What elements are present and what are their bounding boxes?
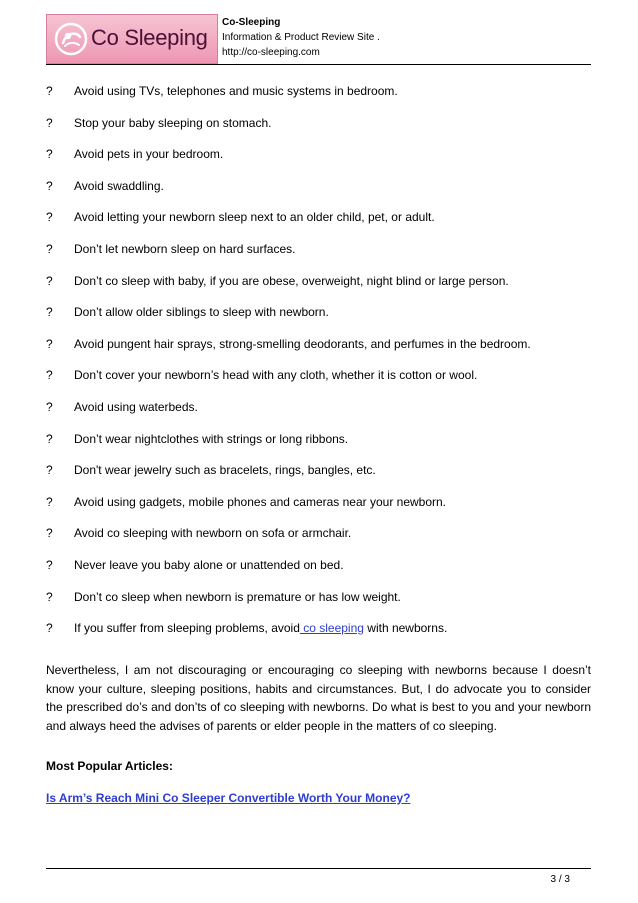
- bullet-marker: ?: [46, 336, 53, 351]
- site-url: http://co-sleeping.com: [222, 47, 320, 58]
- list-item: [46, 431, 591, 463]
- logo-text: Co Sleeping: [91, 25, 208, 50]
- popular-articles-heading: Most Popular Articles:: [46, 759, 173, 773]
- list-item-text: Don’t let newborn sleep on hard surfaces.: [74, 241, 296, 256]
- list-item-text: Avoid using gadgets, mobile phones and cameras near your newborn.: [74, 494, 447, 509]
- bullet-marker: ?: [46, 147, 53, 162]
- site-info: [222, 15, 380, 60]
- list-item-text: Stop your baby sleeping on stomach.: [74, 115, 272, 130]
- list-item: [46, 620, 591, 652]
- list-item: [46, 462, 591, 494]
- tips-list: [46, 83, 591, 652]
- bullet-marker: ?: [46, 273, 53, 288]
- list-item-text: Don’t co sleep when newborn is premature or has low weight.: [74, 589, 401, 604]
- list-item: [46, 399, 591, 431]
- list-item-text: Avoid co sleeping with newborn on sofa or armchair.: [74, 526, 352, 541]
- bullet-marker: ?: [46, 84, 53, 98]
- list-item: [46, 494, 591, 526]
- list-item: [46, 336, 591, 368]
- list-item: [46, 589, 591, 621]
- bullet-marker: ?: [46, 178, 53, 193]
- list-item: [46, 241, 591, 273]
- list-item-text: Avoid using waterbeds.: [74, 399, 198, 414]
- site-name: Co-Sleeping: [222, 17, 281, 28]
- list-item-text: Never leave you baby alone or unattended on bed.: [74, 557, 344, 572]
- bullet-marker: ?: [46, 526, 53, 541]
- list-item-text: Avoid swaddling.: [74, 178, 164, 193]
- co-sleeping-logo[interactable]: [46, 14, 218, 64]
- bullet-marker: ?: [46, 368, 53, 383]
- bullet-marker: ?: [46, 115, 53, 130]
- bullet-marker: ?: [46, 494, 53, 509]
- site-tagline: Information & Product Review Site .: [222, 32, 380, 43]
- list-item-text: Don’t wear nightclothes with strings or long ribbons.: [74, 431, 349, 446]
- bullet-marker: ?: [46, 463, 53, 478]
- list-item: [46, 525, 591, 557]
- list-item: [46, 178, 591, 210]
- bullet-marker: ?: [46, 621, 53, 636]
- list-item-text: Don’t co sleep with baby, if you are obese, overweight, night blind or large person.: [74, 273, 509, 288]
- bullet-marker: ?: [46, 210, 53, 225]
- list-item: [46, 115, 591, 147]
- list-item: [46, 367, 591, 399]
- bullet-marker: ?: [46, 431, 53, 446]
- list-item: [46, 146, 591, 178]
- bullet-marker: ?: [46, 399, 53, 414]
- list-item: [46, 304, 591, 336]
- list-item-text: Avoid pets in your bedroom.: [74, 147, 224, 162]
- bullet-marker: ?: [46, 589, 53, 604]
- co-sleeping-link[interactable]: co sleeping: [299, 621, 364, 636]
- list-item-text: Avoid letting your newborn sleep next to an older child, pet, or adult.: [74, 210, 435, 225]
- list-item-text-start: If you suffer from sleeping problems, avoid: [74, 621, 300, 636]
- page-number: 3 / 3: [550, 874, 570, 885]
- header-divider: [46, 64, 591, 65]
- bullet-marker: ?: [46, 557, 53, 572]
- list-item-text: Avoid pungent hair sprays, strong-smelling deodorants, and perfumes in the bedroom.: [74, 336, 531, 351]
- page-header: [46, 0, 591, 68]
- list-item-text: Don’t cover your newborn’s head with any cloth, whether it is cotton or wool.: [74, 368, 478, 383]
- list-item: [46, 209, 591, 241]
- closing-paragraph: Nevertheless, I am not discouraging or encouraging co sleeping with newborns because I doesn’t know your culture, sleeping positions, habits and circumstances. But, I do advocate you to consider the prescribed do’s and don’ts of co sleeping with newborns. Do what is best to you and your newborn and always heed the advises of parents or elder people in the matters of co sleeping.: [46, 663, 591, 734]
- list-item-text: [74, 620, 447, 636]
- bullet-marker: ?: [46, 305, 53, 320]
- list-item: [46, 273, 591, 305]
- list-item: [46, 83, 591, 115]
- popular-article-link[interactable]: Is Arm’s Reach Mini Co Sleeper Convertible Worth Your Money?: [46, 791, 411, 805]
- mother-and-baby-icon: [54, 21, 88, 57]
- footer-divider: [46, 868, 591, 869]
- list-item: [46, 557, 591, 589]
- list-item-text: Don't wear jewelry such as bracelets, rings, bangles, etc.: [74, 463, 376, 478]
- list-item-text: Avoid using TVs, telephones and music systems in bedroom.: [74, 84, 398, 98]
- list-item-text-end: with newborns.: [363, 621, 448, 636]
- list-item-text: Don’t allow older siblings to sleep with newborn.: [74, 305, 329, 320]
- bullet-marker: ?: [46, 241, 53, 256]
